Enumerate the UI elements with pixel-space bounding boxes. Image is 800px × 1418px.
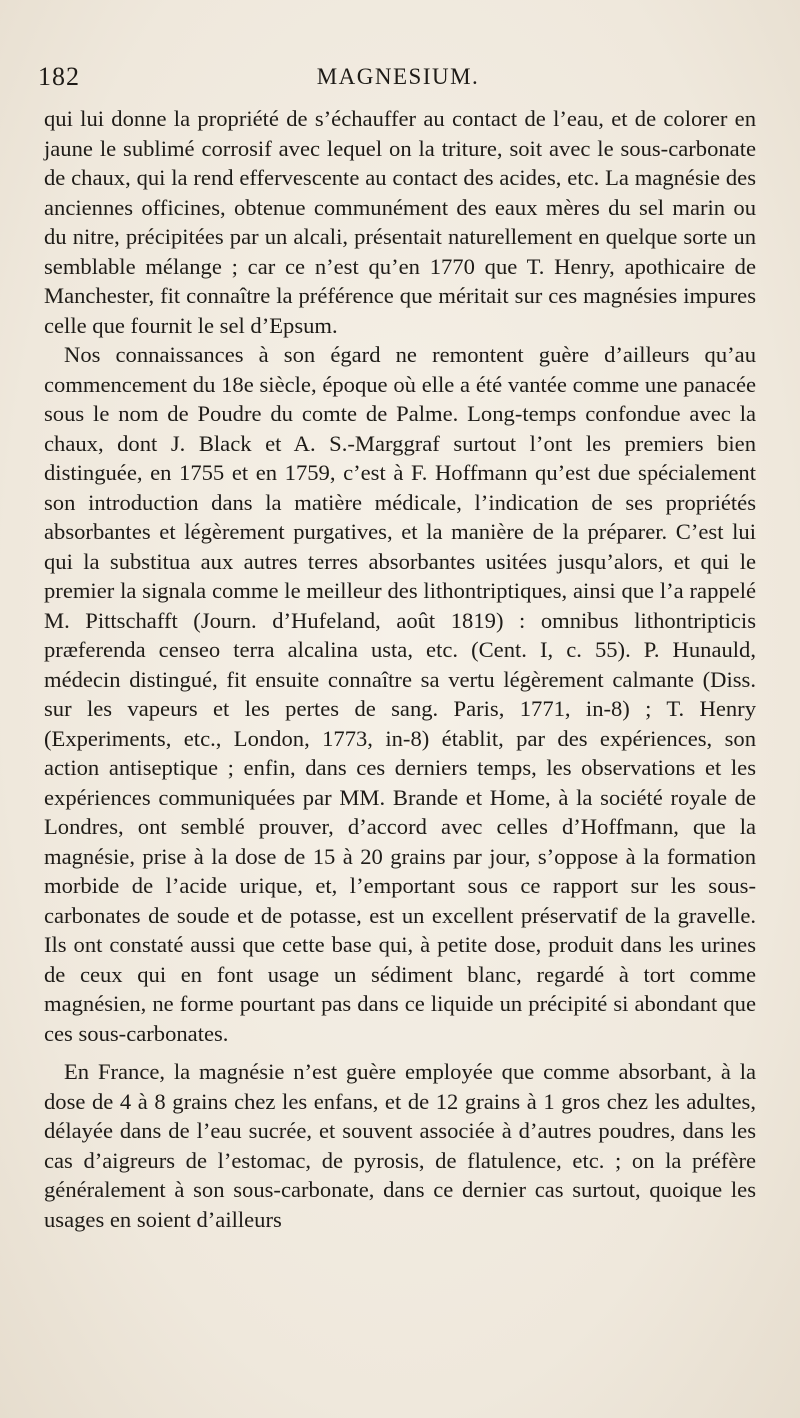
page-header [38,62,758,96]
paragraph-1: qui lui donne la propriété de s’échauffer au contact de l’eau, et de colorer en jaune le sublimé corrosif avec lequel on la triture, soit avec le sous-carbonate de chaux, qui la rend effervescente au contact des acides, etc. La magnésie des anciennes officines, obtenue communément des eaux mères du sel marin ou du nitre, précipitées par un alcali, présentait naturellement en quelque sorte un semblable mélange ; car ce n’est qu’en 1770 que T. Henry, apothicaire de Manchester, fit connaître la préférence que méritait sur ces magnésies impures celle que fournit le sel d’Epsum. [44,106,756,338]
paragraph-2: Nos connaissances à son égard ne remontent guère d’ailleurs qu’au commencement du 18e siècle, époque où elle a été vantée comme une panacée sous le nom de Poudre du comte de Palme. Long-temps confondue avec la chaux, dont J. Black et A. S.-Marggraf surtout l’ont les premiers bien distinguée, en 1755 et en 1759, c’est à F. Hoffmann qu’est due spécialement son introduction dans la matière médicale, l’indication de ses propriétés absorbantes et légèrement purgatives, et la manière de la préparer. C’est lui qui la substitua aux autres terres absorbantes usitées jusqu’alors, et qui le premier la signala comme le meilleur des lithontriptiques, ainsi que l’a rappelé M. Pittschafft (Journ. d’Hufeland, août 1819) : omnibus lithontripticis præferenda censeo terra alcalina usta, etc. (Cent. I, c. 55). P. Hunauld, médecin distingué, fit ensuite connaître sa vertu légèrement calmante (Diss. sur les vapeurs et les pertes de sang. Paris, 1771, in-8) ; T. Henry (Experiments, etc., London, 1773, in-8) établit, par des expériences, son action antiseptique ; enfin, dans ces derniers temps, les observations et les expériences communiquées par MM. Brande et Home, à la société royale de Londres, ont semblé prouver, d’accord avec celles d’Hoffmann, que la magnésie, prise à la dose de 15 à 20 grains par jour, s’oppose à la formation morbide de l’acide urique, et, l’emportant sous ce rapport sur les sous-carbonates de soude et de potasse, est un excellent préservatif de la gravelle. Ils ont constaté aussi que cette base qui, à petite dose, produit dans les urines de ceux qui en font usage un sédiment blanc, regardé à tort comme magnésien, ne forme pourtant pas dans ce liquide un précipité si abondant que ces sous-carbonates. [44,342,756,1046]
paragraph-3: En France, la magnésie n’est guère employée que comme absorbant, à la dose de 4 à 8 grains chez les enfans, et de 12 grains à 1 gros chez les adultes, délayée dans de l’eau sucrée, et souvent associée à d’autres poudres, dans les cas d’aigreurs de l’estomac, de pyrosis, de flatulence, etc. ; on la préfère généralement à son sous-carbonate, dans ce dernier cas surtout, quoique les usages en soient d’ailleurs [44,1059,756,1232]
page-number: 182 [38,62,80,91]
body-text [44,104,756,1234]
running-title: MAGNESIUM. [316,64,480,89]
